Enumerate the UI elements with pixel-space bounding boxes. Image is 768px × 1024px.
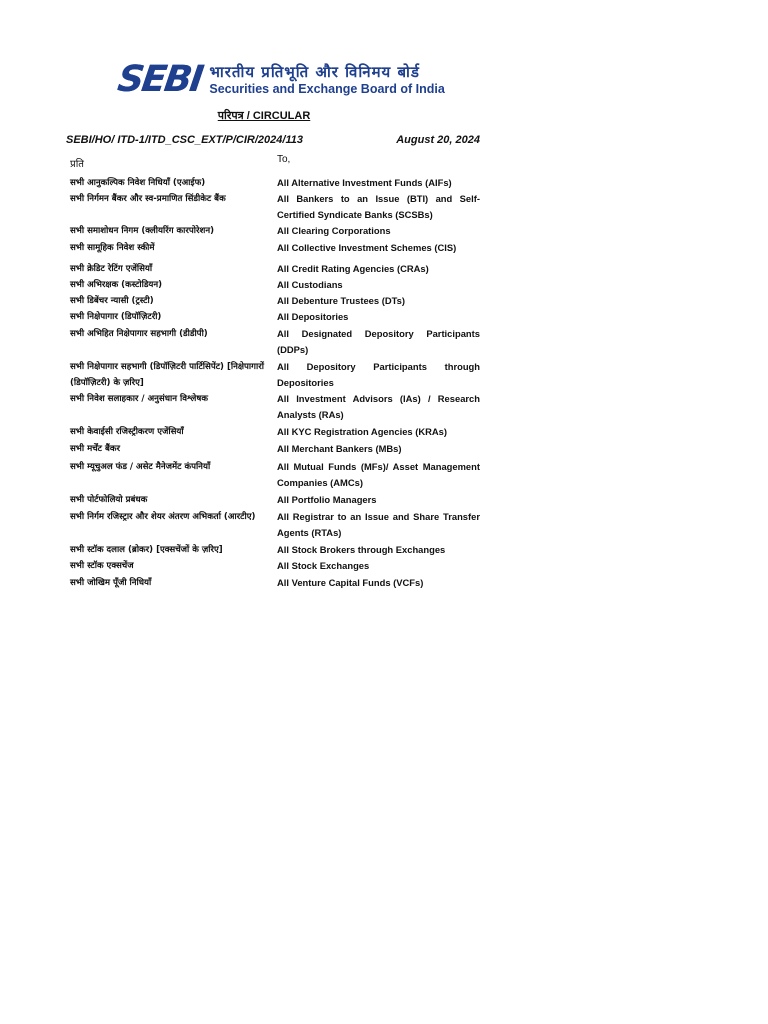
circular-title-text: परिपत्र / CIRCULAR (217, 110, 311, 122)
recipient-hindi: सभी अभिहित निक्षेपागार सहभागी (डीडीपी) (70, 329, 208, 339)
org-name-english: Securities and Exchange Board of India (209, 81, 445, 96)
recipient-hindi: सभी केवाईसी रजिस्ट्रीकरण एजेंसियाँ (70, 427, 184, 437)
recipient-english: All Venture Capital Funds (VCFs) (277, 577, 424, 588)
to-english: To, (277, 154, 291, 165)
sebi-logo (115, 59, 445, 100)
sebi-logo-text (209, 62, 445, 96)
recipient-hindi: सभी निक्षेपागार सहभागी (डिपॉज़िटरी पार्टिसिपेंट) [निक्षेपागारों (डिपॉज़िटरी) के ज़रिए] (70, 362, 264, 388)
recipient-english: All Depositories (277, 311, 349, 322)
to-hindi: प्रति (70, 159, 84, 170)
recipient-hindi: सभी स्टॉक दलाल (ब्रोकर) [एक्सचेंजों के ज़रिए] (70, 545, 223, 555)
recipient-english: All Registrar to an Issue and Share Transfer Agents (RTAs) (277, 511, 480, 539)
recipient-hindi: सभी जोखिम पूँजी निधियाँ (70, 578, 152, 588)
recipient-english: All Mutual Funds (MFs)/ Asset Management Companies (AMCs) (277, 461, 480, 489)
recipient-english: All Bankers to an Issue (BTI) and Self-Certified Syndicate Banks (SCSBs) (277, 193, 480, 221)
circular-date: August 20, 2024 (396, 134, 480, 146)
recipient-english: All Merchant Bankers (MBs) (277, 443, 402, 454)
recipient-english: All Alternative Investment Funds (AIFs) (277, 177, 452, 188)
recipient-hindi: सभी समाशोधन निगम (क्लीयरिंग कारपोरेशन) (70, 226, 215, 236)
recipient-hindi: सभी सामूहिक निवेश स्कीमें (70, 243, 155, 253)
recipient-hindi: सभी मर्चेंट बैंकर (70, 444, 121, 454)
recipient-english: All Custodians (277, 279, 343, 290)
recipient-english: All Collective Investment Schemes (CIS) (277, 242, 457, 253)
recipient-english: All Stock Exchanges (277, 560, 370, 571)
recipient-hindi: सभी पोर्टफोलियो प्रबंधक (70, 495, 148, 505)
recipient-hindi: सभी निवेश सलाहकार / अनुसंधान विश्लेषक (70, 394, 208, 404)
recipient-english: All Debenture Trustees (DTs) (277, 295, 405, 306)
recipient-hindi: सभी निक्षेपागार (डिपॉज़िटरी) (70, 312, 162, 322)
circular-title (0, 108, 528, 123)
reference-line (66, 134, 480, 146)
recipient-english: All Designated Depository Participants (DDPs) (277, 328, 480, 356)
recipient-english: All Depository Participants through Depositories (277, 361, 480, 389)
recipient-english: All Portfolio Managers (277, 494, 377, 505)
recipient-english: All KYC Registration Agencies (KRAs) (277, 426, 447, 437)
recipient-hindi: सभी डिबेंचर न्यासी (ट्रस्टी) (70, 296, 154, 306)
recipient-english: All Investment Advisors (IAs) / Research Analysts (RAs) (277, 393, 480, 421)
circular-reference-number: SEBI/HO/ ITD-1/ITD_CSC_EXT/P/CIR/2024/113 (66, 134, 303, 146)
sebi-logo-mark: SEBI (115, 59, 205, 100)
recipient-hindi: सभी स्टॉक एक्सचेंज (70, 561, 134, 571)
recipient-hindi: सभी निर्गम रजिस्ट्रार और शेयर अंतरण अभिकर्ता (आरटीए) (70, 512, 256, 522)
recipient-hindi: सभी आनुकल्पिक निवेश निधियाँ (एआईफ) (70, 178, 206, 188)
recipient-hindi: सभी निर्गमन बैंकर और स्व-प्रमाणित सिंडीकेट बैंक (70, 194, 226, 204)
recipient-hindi: सभी म्यूचुअल फंड / असेट मैनेजमेंट कंपनियाँ (70, 462, 211, 472)
recipient-english: All Clearing Corporations (277, 225, 391, 236)
recipient-english: All Stock Brokers through Exchanges (277, 544, 446, 555)
org-name-hindi: भारतीय प्रतिभूति और विनिमय बोर्ड (209, 62, 420, 81)
recipient-hindi: सभी अभिरक्षक (कस्टोडियन) (70, 280, 163, 290)
recipient-hindi: सभी क्रेडिट रेटिंग एजेंसियाँ (70, 264, 153, 274)
recipient-english: All Credit Rating Agencies (CRAs) (277, 263, 429, 274)
